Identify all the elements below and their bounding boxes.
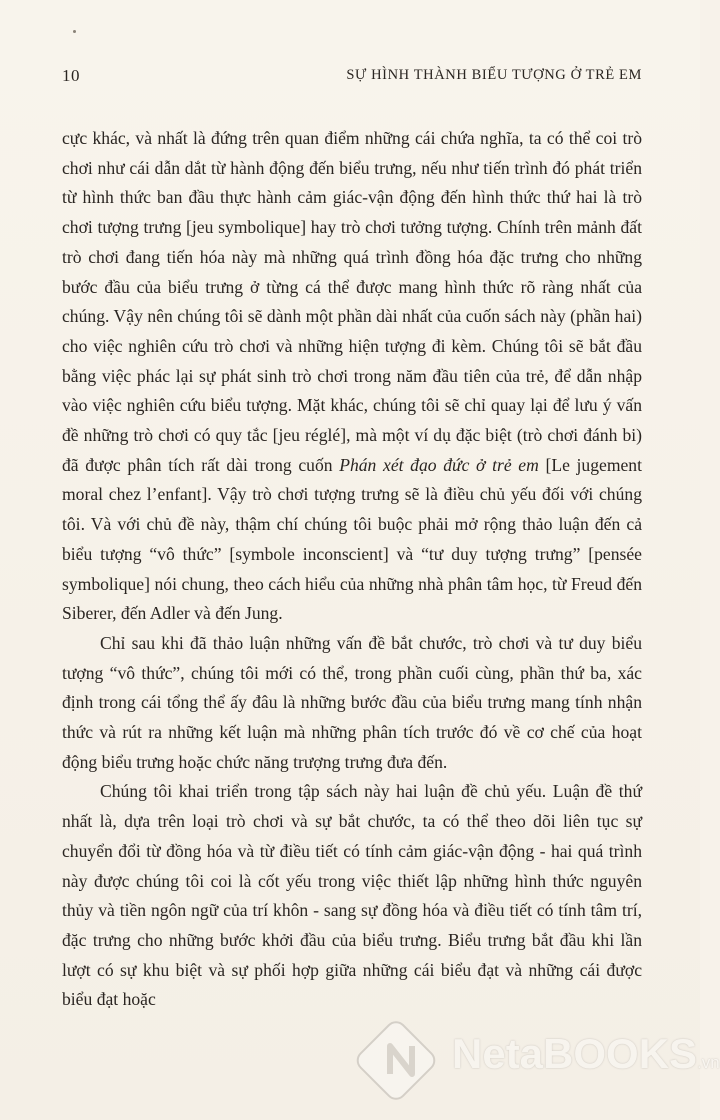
book-title-italic: Phán xét đạo đức ở trẻ em bbox=[339, 454, 539, 475]
n-logo-icon bbox=[360, 1016, 446, 1102]
watermark-brand: NetaBOOKS bbox=[452, 1030, 698, 1077]
paragraph-1 bbox=[62, 124, 642, 629]
page-number: 10 bbox=[62, 66, 80, 85]
paragraph-3: Chúng tôi khai triển trong tập sách này hai luận đề chủ yếu. Luận đề thứ nhất là, dựa trên loại trò chơi và sự bắt chước, ta có thể theo dõi liên tục sự chuyển đổi từ đồng hóa và từ điều tiết có tính cảm giác-vận động - hai quá trình này được chúng tôi coi là cốt yếu trong việc thiết lập những hình thức nguyên thủy và tiền ngôn ngữ của trí khôn - sang sự đồng hóa và điều tiết có tính tâm trí, đặc trưng cho những bước khởi đầu của biểu trưng. Biểu trưng bắt đầu khi lần lượt có sự khu biệt và sự phối hợp giữa những cái biểu đạt và những cái được biểu đạt hoặc bbox=[62, 781, 642, 1010]
speck-mark bbox=[73, 30, 76, 33]
watermark-text bbox=[452, 1030, 720, 1078]
page-header bbox=[62, 66, 642, 88]
body-text bbox=[62, 124, 642, 1015]
paragraph-1-text-b: [Le jugement moral chez l’enfant]. Vậy trò chơi tượng trưng sẽ là điều chủ yếu đối với chúng tôi. Và với chủ đề này, thậm chí chúng tôi buộc phải mở rộng thảo luận đến cả biểu tượng “vô thức” [symbole inconscient] và “tư duy tượng trưng” [pensée symbolique] nói chung, theo cách hiểu của những nhà phân tâm học, từ Freud đến Siberer, đến Adler và đến Jung. bbox=[62, 454, 642, 624]
netabooks-watermark bbox=[360, 1016, 720, 1106]
paragraph-1-text-a: cực khác, và nhất là đứng trên quan điểm những cái chứa nghĩa, ta có thể coi trò chơi như cái dẫn dắt từ hành động đến biểu trưng, nếu như tiến trình đó phát triển từ hình thức ban đầu thực hành cảm giác-vận động đến hình thức thứ hai là trò chơi tượng trưng [jeu symbolique] hay trò chơi tưởng tượng. Chính trên mảnh đất trò chơi đang tiến hóa này mà những quá trình đồng hóa đặc trưng cho những bước đầu của biểu trưng ở từng cá thể được mang hình thức rõ ràng nhất của chúng. Vậy nên chúng tôi sẽ dành một phần dài nhất của cuốn sách này (phần hai) cho việc nghiên cứu trò chơi và những hiện tượng đi kèm. Chúng tôi sẽ bắt đầu bằng việc phác lại sự phát sinh trò chơi trong năm đầu tiên của trẻ, để dẫn nhập vào việc nghiên cứu biểu tượng. Mặt khác, chúng tôi sẽ chỉ quay lại để lưu ý vấn đề những trò chơi có quy tắc [jeu réglé], mà một ví dụ đặc biệt (trò chơi đánh bi) đã được phân tích rất dài trong cuốn bbox=[62, 128, 642, 475]
running-head: SỰ HÌNH THÀNH BIỂU TƯỢNG Ở TRẺ EM bbox=[346, 67, 642, 83]
watermark-suffix: .vn bbox=[697, 1053, 720, 1072]
paragraph-2: Chỉ sau khi đã thảo luận những vấn đề bắt chước, trò chơi và tư duy biểu tượng “vô thức”, chúng tôi mới có thể, trong phần cuối cùng, phần thứ ba, xác định trong cái tổng thể ấy đâu là những bước đầu của biểu trưng mang tính nhận thức và rút ra những kết luận mà những phân tích trước đó về cơ chế của hoạt động biểu trưng hoặc chức năng trượng trưng đưa đến. bbox=[62, 632, 642, 772]
